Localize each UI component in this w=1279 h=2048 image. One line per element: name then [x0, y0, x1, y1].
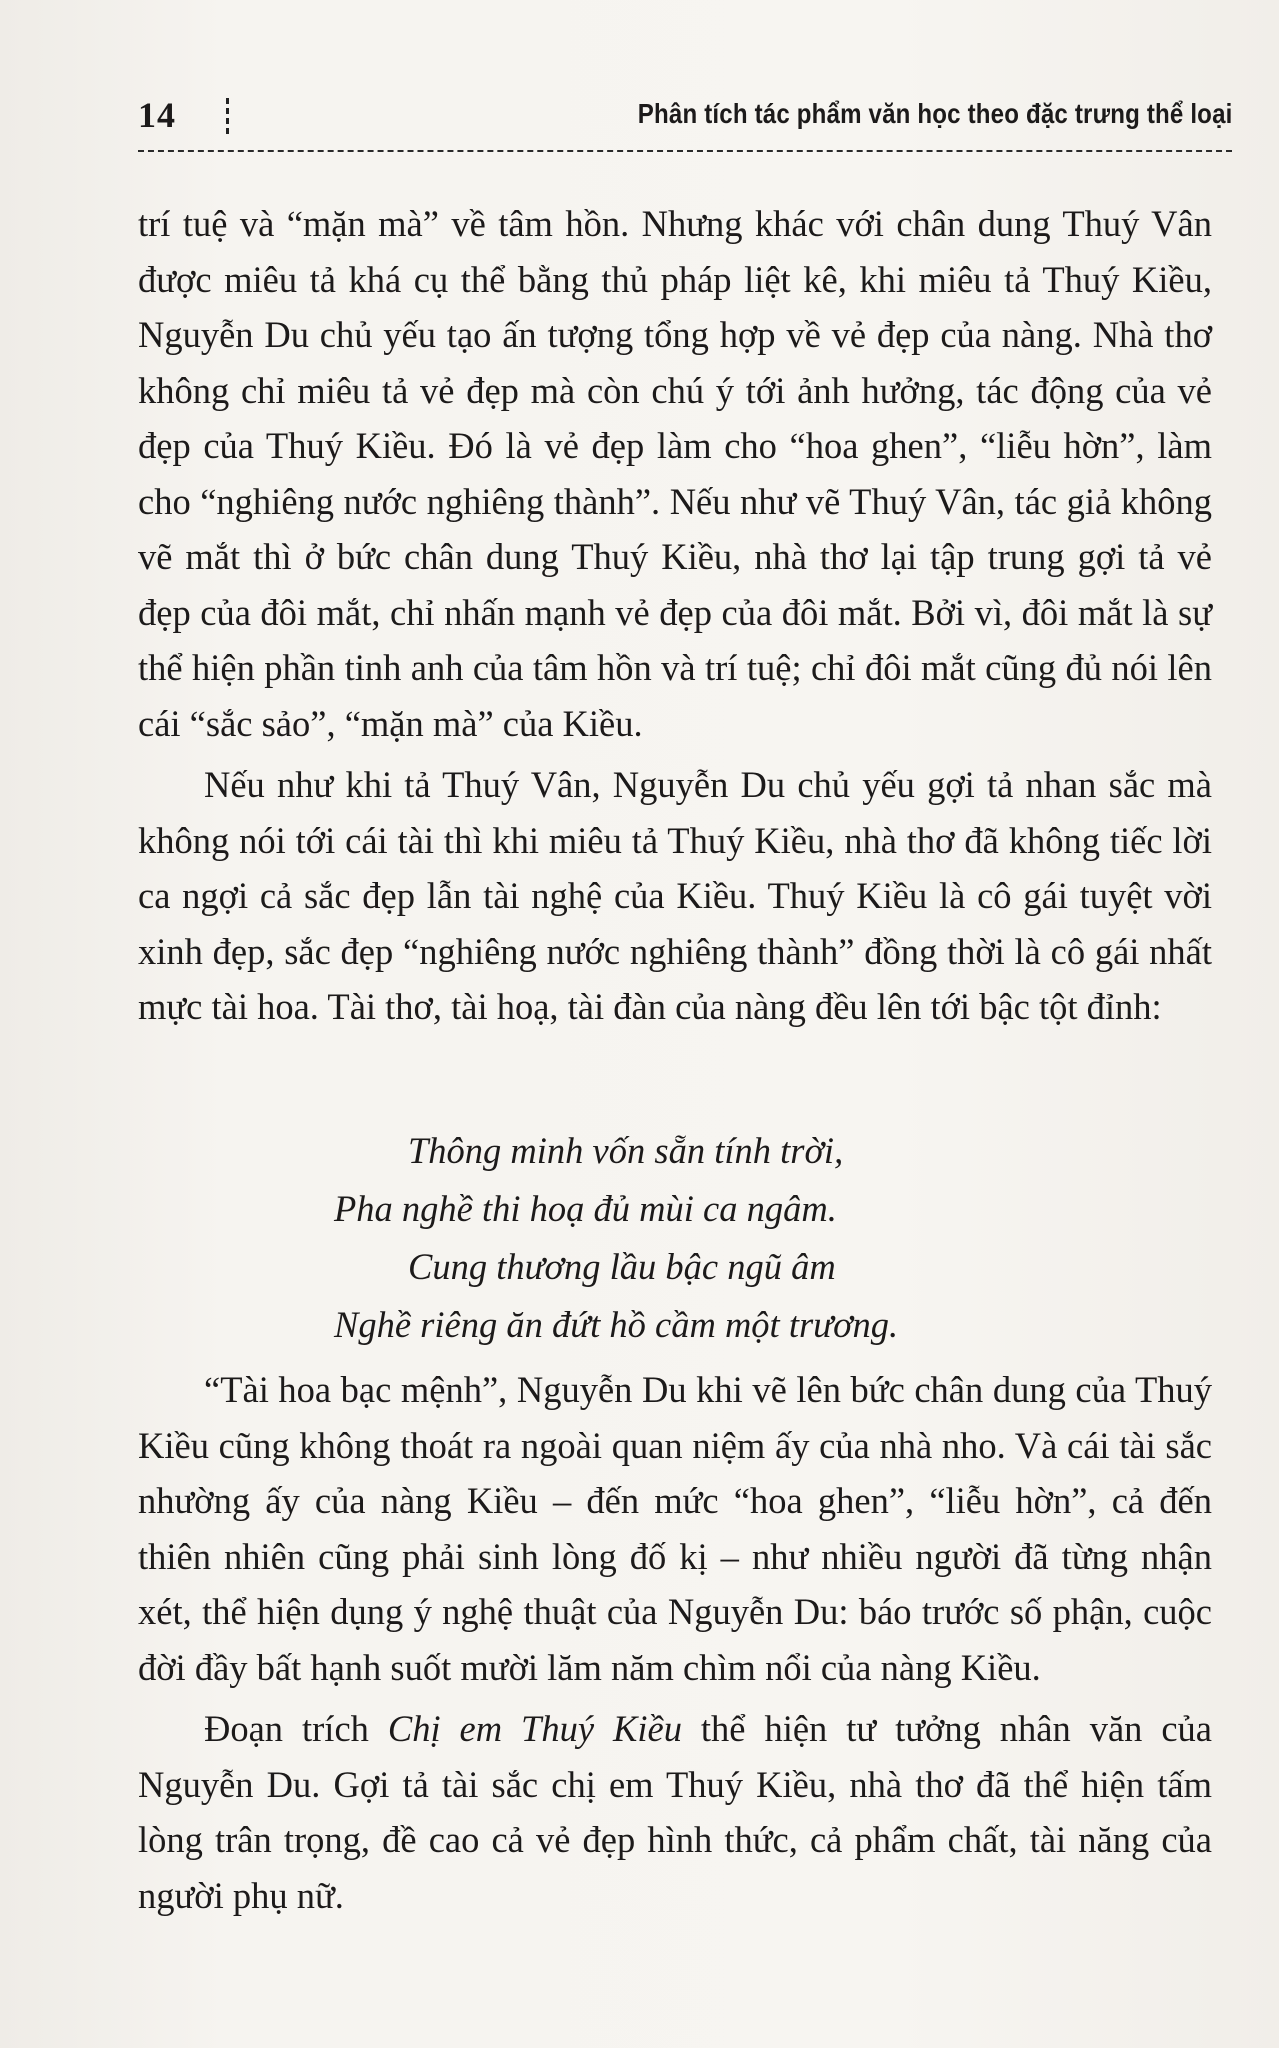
paragraph-4-start: Đoạn trích [204, 1708, 388, 1749]
running-title: Phân tích tác phẩm văn học theo đặc trưng thể loại [637, 98, 1232, 129]
paragraph-1: trí tuệ và “mặn mà” về tâm hồn. Nhưng khác với chân dung Thuý Vân được miêu tả khá cụ thể bằng thủ pháp liệt kê, khi miêu tả Thuý Kiều, Nguyễn Du chủ yếu tạo ấn tượng tổng hợp về vẻ đẹp của nàng. Nhà thơ không chỉ miêu tả vẻ đẹp mà còn chú ý tới ảnh hưởng, tác động của vẻ đẹp của Thuý Kiều. Đó là vẻ đẹp làm cho “hoa ghen”, “liễu hờn”, làm cho “nghiêng nước nghiêng thành”. Nếu như vẽ Thuý Vân, tác giả không vẽ mắt thì ở bức chân dung Thuý Kiều, nhà thơ lại tập trung gợi tả vẻ đẹp của đôi mắt, chỉ nhấn mạnh vẻ đẹp của đôi mắt. Bởi vì, đôi mắt là sự thể hiện phần tinh anh của tâm hồn và trí tuệ; chỉ đôi mắt cũng đủ nói lên cái “sắc sảo”, “mặn mà” của Kiều. [138, 203, 1212, 744]
main-text [138, 196, 1212, 1035]
header-rule [138, 150, 1232, 152]
page-header [138, 92, 1232, 144]
paragraph-4 [138, 1701, 1212, 1923]
paragraph-4-rest: thể hiện tư tưởng nhân văn của Nguyễn Du. Gợi tả tài sắc chị em Thuý Kiều, nhà thơ đã thể hiện tấm lòng trân trọng, đề cao cả vẻ đẹp hình thức, cả phẩm chất, tài năng của người phụ nữ. [138, 1708, 1212, 1916]
poem-line-4: Nghề riêng ăn đứt hồ cầm một trương. [334, 1304, 899, 1345]
poem-line-3: Cung thương lầu bậc ngũ âm [408, 1246, 836, 1287]
poem-line-2: Pha nghề thi hoạ đủ mùi ca ngâm. [334, 1188, 837, 1229]
page-number: 14 [138, 95, 176, 135]
poem-line-1: Thông minh vốn sẵn tính trời, [408, 1130, 844, 1171]
paragraph-2: Nếu như khi tả Thuý Vân, Nguyễn Du chủ yếu gợi tả nhan sắc mà không nói tới cái tài thì khi miêu tả Thuý Kiều, nhà thơ đã không tiếc lời ca ngợi cả sắc đẹp lẫn tài nghệ của Kiều. Thuý Kiều là cô gái tuyệt vời xinh đẹp, sắc đẹp “nghiêng nước nghiêng thành” đồng thời là cô gái nhất mực tài hoa. Tài thơ, tài hoạ, tài đàn của nàng đều lên tới bậc tột đỉnh: [138, 764, 1212, 1027]
header-divider [226, 98, 229, 134]
excerpt-title: Chị em Thuý Kiều [387, 1708, 682, 1749]
closing-text [138, 1362, 1212, 1923]
paragraph-3: “Tài hoa bạc mệnh”, Nguyễn Du khi vẽ lên bức chân dung của Thuý Kiều cũng không thoát ra ngoài quan niệm ấy của nhà nho. Và cái tài sắc nhường ấy của nàng Kiều – đến mức “hoa ghen”, “liễu hờn”, cả đến thiên nhiên cũng phải sinh lòng đố kị – như nhiều người đã từng nhận xét, thể hiện dụng ý nghệ thuật của Nguyễn Du: báo trước số phận, cuộc đời đầy bất hạnh suốt mười lăm năm chìm nổi của nàng Kiều. [138, 1369, 1212, 1688]
